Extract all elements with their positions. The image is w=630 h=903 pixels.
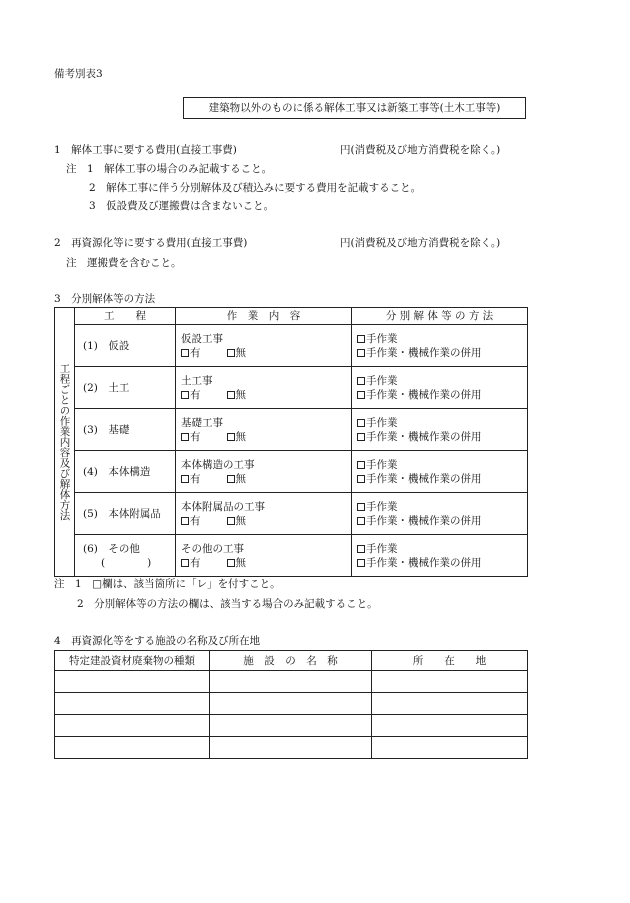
header-waste-type: 特定建設資材廃棄物の種類 bbox=[55, 651, 210, 671]
work-cell bbox=[176, 493, 352, 535]
section1-unit-note: 円(消費税及び地方消費税を除く。) bbox=[340, 144, 501, 156]
header-facility-name: 施 設 の 名 称 bbox=[210, 651, 372, 671]
yes-label: 有 bbox=[190, 430, 201, 443]
section3-note-2: 2 分別解体等の方法の欄は、該当する場合のみ記載すること。 bbox=[77, 598, 378, 610]
checkbox[interactable] bbox=[227, 433, 235, 441]
process-label: (6) その他 bbox=[83, 542, 140, 555]
work-label: 本体構造の工事 bbox=[181, 458, 255, 471]
process-cell: (2) 土工 bbox=[75, 367, 176, 409]
method-cell bbox=[352, 451, 528, 493]
checkbox[interactable] bbox=[357, 545, 365, 553]
checkbox[interactable] bbox=[181, 433, 189, 441]
checkbox[interactable] bbox=[357, 559, 365, 567]
section1-note-2: 2 解体工事に伴う分別解体及び積込みに要する費用を記載すること。 bbox=[89, 182, 422, 194]
table-row bbox=[55, 325, 528, 367]
checkbox[interactable] bbox=[357, 475, 365, 483]
checkbox[interactable] bbox=[181, 559, 189, 567]
header-process: 工 程 bbox=[75, 308, 176, 325]
process-cell: (3) 基礎 bbox=[75, 409, 176, 451]
work-label: 土工事 bbox=[181, 374, 213, 387]
method-cell bbox=[352, 409, 528, 451]
method-manual-label: 手作業 bbox=[366, 332, 398, 345]
section1-note-1: 注 1 解体工事の場合のみ記載すること。 bbox=[66, 163, 273, 175]
no-label: 無 bbox=[235, 388, 246, 401]
yes-label: 有 bbox=[190, 556, 201, 569]
table-row bbox=[55, 715, 528, 737]
checkbox[interactable] bbox=[357, 419, 365, 427]
work-label: 仮設工事 bbox=[181, 332, 223, 345]
header-work-content: 作 業 内 容 bbox=[176, 308, 352, 325]
location-cell[interactable] bbox=[372, 737, 528, 759]
no-label: 無 bbox=[235, 430, 246, 443]
method-combined-label: 手作業・機械作業の併用 bbox=[366, 430, 482, 443]
form-number-label: 備考別表3 bbox=[54, 68, 103, 80]
no-label: 無 bbox=[235, 514, 246, 527]
checkbox[interactable] bbox=[181, 517, 189, 525]
header-location: 所 在 地 bbox=[372, 651, 528, 671]
yes-label: 有 bbox=[190, 472, 201, 485]
work-cell bbox=[176, 451, 352, 493]
work-label: 本体附属品の工事 bbox=[181, 500, 265, 513]
method-combined-label: 手作業・機械作業の併用 bbox=[366, 556, 482, 569]
section1-heading: 1 解体工事に要する費用(直接工事費) bbox=[54, 144, 237, 156]
checkbox[interactable] bbox=[181, 349, 189, 357]
waste-type-cell[interactable] bbox=[55, 671, 210, 693]
no-label: 無 bbox=[235, 346, 246, 359]
method-cell bbox=[352, 325, 528, 367]
section2-note: 注 運搬費を含むこと。 bbox=[66, 257, 182, 269]
method-combined-label: 手作業・機械作業の併用 bbox=[366, 346, 482, 359]
separate-demolition-table bbox=[54, 307, 528, 577]
table-row bbox=[55, 409, 528, 451]
method-cell bbox=[352, 367, 528, 409]
facility-name-cell[interactable] bbox=[210, 737, 372, 759]
table-row bbox=[55, 493, 528, 535]
table-row bbox=[55, 737, 528, 759]
process-cell: (1) 仮設 bbox=[75, 325, 176, 367]
checkbox[interactable] bbox=[357, 503, 365, 511]
section3-note-1: 注 1 □欄は、該当箇所に「レ」を付すこと。 bbox=[54, 578, 281, 590]
section2-heading: 2 再資源化等に要する費用(直接工事費) bbox=[54, 237, 248, 249]
yes-label: 有 bbox=[190, 514, 201, 527]
checkbox[interactable] bbox=[227, 517, 235, 525]
work-label: 基礎工事 bbox=[181, 416, 223, 429]
method-combined-label: 手作業・機械作業の併用 bbox=[366, 514, 482, 527]
process-cell: (4) 本体構造 bbox=[75, 451, 176, 493]
method-combined-label: 手作業・機械作業の併用 bbox=[366, 472, 482, 485]
yes-label: 有 bbox=[190, 388, 201, 401]
checkbox[interactable] bbox=[357, 377, 365, 385]
checkbox[interactable] bbox=[357, 335, 365, 343]
table-row bbox=[55, 671, 528, 693]
checkbox[interactable] bbox=[357, 461, 365, 469]
waste-type-cell[interactable] bbox=[55, 693, 210, 715]
location-cell[interactable] bbox=[372, 715, 528, 737]
checkbox[interactable] bbox=[357, 349, 365, 357]
method-manual-label: 手作業 bbox=[366, 500, 398, 513]
table-row bbox=[55, 535, 528, 577]
process-side-label: 工程ごとの作業内容及び解体方法 bbox=[55, 308, 75, 577]
facility-name-cell[interactable] bbox=[210, 693, 372, 715]
method-manual-label: 手作業 bbox=[366, 416, 398, 429]
checkbox[interactable] bbox=[227, 475, 235, 483]
no-label: 無 bbox=[235, 472, 246, 485]
work-cell bbox=[176, 535, 352, 577]
method-manual-label: 手作業 bbox=[366, 458, 398, 471]
process-cell bbox=[75, 535, 176, 577]
waste-type-cell[interactable] bbox=[55, 737, 210, 759]
location-cell[interactable] bbox=[372, 693, 528, 715]
checkbox[interactable] bbox=[227, 391, 235, 399]
checkbox[interactable] bbox=[357, 433, 365, 441]
table-row bbox=[55, 367, 528, 409]
work-cell bbox=[176, 367, 352, 409]
recycling-facility-table bbox=[54, 650, 528, 759]
facility-name-cell[interactable] bbox=[210, 715, 372, 737]
work-label: その他の工事 bbox=[181, 542, 244, 555]
method-manual-label: 手作業 bbox=[366, 542, 398, 555]
yes-label: 有 bbox=[190, 346, 201, 359]
method-combined-label: 手作業・機械作業の併用 bbox=[366, 388, 482, 401]
work-cell bbox=[176, 409, 352, 451]
section3-heading: 3 分別解体等の方法 bbox=[54, 293, 156, 305]
checkbox[interactable] bbox=[227, 559, 235, 567]
facility-name-cell[interactable] bbox=[210, 671, 372, 693]
document-title: 建築物以外のものに係る解体工事又は新築工事等(土木工事等) bbox=[183, 97, 526, 119]
work-cell bbox=[176, 325, 352, 367]
method-cell bbox=[352, 493, 528, 535]
section1-note-3: 3 仮設費及び運搬費は含まないこと。 bbox=[89, 200, 275, 212]
checkbox[interactable] bbox=[227, 349, 235, 357]
process-cell: (5) 本体附属品 bbox=[75, 493, 176, 535]
checkbox[interactable] bbox=[357, 517, 365, 525]
section4-heading: 4 再資源化等をする施設の名称及び所在地 bbox=[54, 635, 261, 647]
section2-unit-note: 円(消費税及び地方消費税を除く。) bbox=[340, 237, 501, 249]
method-cell bbox=[352, 535, 528, 577]
location-cell[interactable] bbox=[372, 671, 528, 693]
table-row bbox=[55, 693, 528, 715]
other-process-blank[interactable]: ( ) bbox=[101, 556, 152, 569]
checkbox[interactable] bbox=[357, 391, 365, 399]
no-label: 無 bbox=[235, 556, 246, 569]
checkbox[interactable] bbox=[181, 475, 189, 483]
checkbox[interactable] bbox=[181, 391, 189, 399]
waste-type-cell[interactable] bbox=[55, 715, 210, 737]
table-row bbox=[55, 451, 528, 493]
header-method: 分 別 解 体 等 の 方 法 bbox=[352, 308, 528, 325]
method-manual-label: 手作業 bbox=[366, 374, 398, 387]
